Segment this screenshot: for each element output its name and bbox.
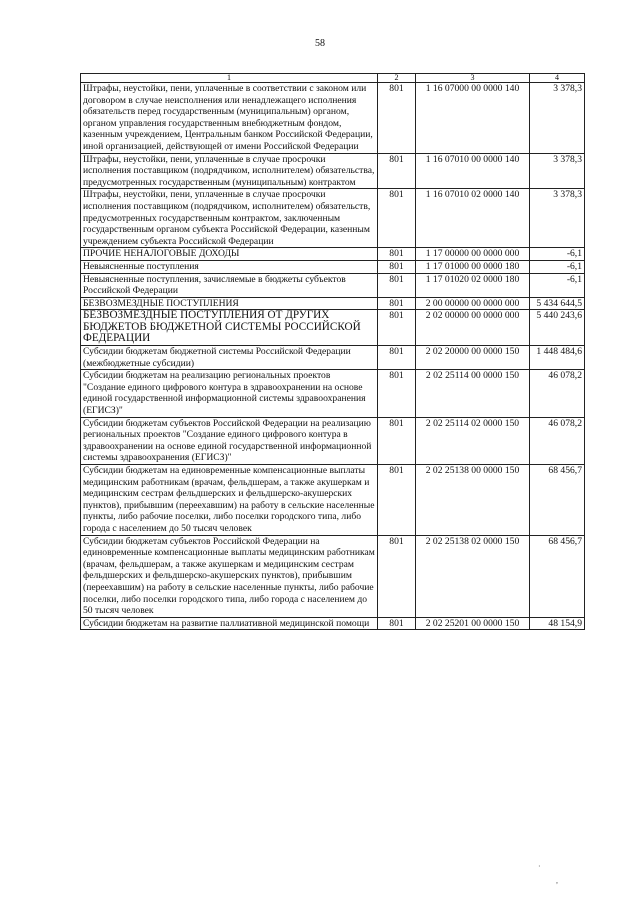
row-name-cell: БЕЗВОЗМЕЗДНЫЕ ПОСТУПЛЕНИЯ ОТ ДРУГИХ БЮДЖЕТОВ БЮДЖЕТНОЙ СИСТЕМЫ РОССИЙСКОЙ ФЕДЕРАЦИИ [81, 310, 378, 346]
table-row [81, 260, 585, 273]
table-row [81, 189, 585, 248]
row-budget-code-cell: 2 02 20000 00 0000 150 [416, 346, 530, 370]
row-budget-code-cell: 1 16 07010 00 0000 140 [416, 153, 530, 189]
row-admin-code-cell: 801 [378, 273, 416, 297]
row-name-cell: Штрафы, неустойки, пени, уплаченные в случае просрочки исполнения поставщиком (подрядчиком, исполнителем) обязательства, предусмотренных государственным (муниципальным) контрактом [81, 153, 378, 189]
row-budget-code-cell: 2 02 25114 02 0000 150 [416, 417, 530, 464]
row-budget-code-cell: 2 02 00000 00 0000 000 [416, 310, 530, 346]
row-name-cell: Штрафы, неустойки, пени, уплаченные в соответствии с законом или договором в случае неисполнения или ненадлежащего исполнения обязательств перед государственным (муниципальным) органом, органом управления государственным внебюджетным фондом, казенным учреждением, Центральным банком Российской Федерации, иной организацией, действующей от имени Российской Федерации [81, 83, 378, 154]
row-budget-code-cell: 2 02 25138 00 0000 150 [416, 465, 530, 536]
table-row [81, 310, 585, 346]
row-amount-cell: 46 078,2 [530, 417, 585, 464]
table-row [81, 465, 585, 536]
row-admin-code-cell: 801 [378, 310, 416, 346]
row-admin-code-cell: 801 [378, 535, 416, 617]
header-col-2: 2 [378, 74, 416, 83]
row-admin-code-cell: 801 [378, 248, 416, 261]
header-col-4: 4 [530, 74, 585, 83]
row-amount-cell: 68 456,7 [530, 465, 585, 536]
header-col-1: 1 [81, 74, 378, 83]
row-budget-code-cell: 2 02 25114 00 0000 150 [416, 370, 530, 417]
row-admin-code-cell: 801 [378, 83, 416, 154]
row-amount-cell: 46 078,2 [530, 370, 585, 417]
row-name-cell: Субсидии бюджетам на развитие паллиативной медицинской помощи [81, 617, 378, 630]
table-row [81, 370, 585, 417]
table-row [81, 297, 585, 310]
table-row [81, 617, 585, 630]
row-budget-code-cell: 1 17 00000 00 0000 000 [416, 248, 530, 261]
row-admin-code-cell: 801 [378, 617, 416, 630]
row-amount-cell: 5 440 243,6 [530, 310, 585, 346]
header-col-3: 3 [416, 74, 530, 83]
row-budget-code-cell: 1 16 07010 02 0000 140 [416, 189, 530, 248]
table-row [81, 248, 585, 261]
row-admin-code-cell: 801 [378, 297, 416, 310]
row-budget-code-cell: 1 17 01020 02 0000 180 [416, 273, 530, 297]
row-amount-cell: 3 378,3 [530, 83, 585, 154]
row-name-cell: Субсидии бюджетам субъектов Российской Федерации на реализацию региональных проектов "Создание единого цифрового контура в здравоохранении на основе единой государственной информационной системы здравоохранения (ЕГИСЗ)" [81, 417, 378, 464]
row-amount-cell: 3 378,3 [530, 153, 585, 189]
row-name-cell: Штрафы, неустойки, пени, уплаченные в случае просрочки исполнения поставщиком (подрядчиком, исполнителем) обязательств, предусмотренных государственным контрактом, заключенным государственным органом субъекта Российской Федерации, казенным учреждением субъекта Российской Федерации [81, 189, 378, 248]
row-admin-code-cell: 801 [378, 370, 416, 417]
row-name-cell: Субсидии бюджетам субъектов Российской Федерации на единовременные компенсационные выплаты медицинским работникам (врачам, фельдшерам, а также акушеркам и медицинским сестрам фельдшерских и фельдшерско-акушерских пунктов), прибывшим (переехавшим) на работу в сельские населенные пункты, либо рабочие поселки, либо поселки городского типа, либо города с населением до 50 тысяч человек [81, 535, 378, 617]
table-row [81, 417, 585, 464]
row-name-cell: Невыясненные поступления [81, 260, 378, 273]
table-row [81, 153, 585, 189]
row-budget-code-cell: 1 16 07000 00 0000 140 [416, 83, 530, 154]
row-admin-code-cell: 801 [378, 189, 416, 248]
row-admin-code-cell: 801 [378, 417, 416, 464]
row-name-cell: Субсидии бюджетам на реализацию региональных проектов "Создание единого цифрового контура в здравоохранении на основе единой государственной информационной системы здравоохранения (ЕГИСЗ)" [81, 370, 378, 417]
row-amount-cell: 68 456,7 [530, 535, 585, 617]
scan-mark: , [556, 876, 558, 885]
page-number: 58 [315, 38, 325, 49]
row-name-cell: ПРОЧИЕ НЕНАЛОГОВЫЕ ДОХОДЫ [81, 248, 378, 261]
row-amount-cell: 48 154,9 [530, 617, 585, 630]
table-row [81, 273, 585, 297]
row-amount-cell: 3 378,3 [530, 189, 585, 248]
row-amount-cell: 5 434 644,5 [530, 297, 585, 310]
row-admin-code-cell: 801 [378, 260, 416, 273]
row-amount-cell: 1 448 484,6 [530, 346, 585, 370]
row-budget-code-cell: 2 02 25138 02 0000 150 [416, 535, 530, 617]
table-row [81, 535, 585, 617]
row-name-cell: БЕЗВОЗМЕЗДНЫЕ ПОСТУПЛЕНИЯ [81, 297, 378, 310]
table-header-row [81, 74, 585, 83]
row-budget-code-cell: 2 00 00000 00 0000 000 [416, 297, 530, 310]
row-name-cell: Субсидии бюджетам на единовременные компенсационные выплаты медицинским работникам (врачам, фельдшерам, а также акушеркам и медицинским сестрам фельдшерских и фельдшерско-акушерских пунктов), прибывшим (переехавшим) на работу в сельские населенные пункты, либо рабочие поселки, либо поселки городского типа, либо города с населением до 50 тысяч человек [81, 465, 378, 536]
row-admin-code-cell: 801 [378, 153, 416, 189]
row-budget-code-cell: 1 17 01000 00 0000 180 [416, 260, 530, 273]
row-name-cell: Невыясненные поступления, зачисляемые в бюджеты субъектов Российской Федерации [81, 273, 378, 297]
row-amount-cell: -6,1 [530, 273, 585, 297]
row-admin-code-cell: 801 [378, 346, 416, 370]
table-row [81, 346, 585, 370]
scan-mark: · [538, 862, 541, 871]
row-amount-cell: -6,1 [530, 260, 585, 273]
table-row [81, 83, 585, 154]
budget-revenue-table [80, 73, 585, 630]
row-admin-code-cell: 801 [378, 465, 416, 536]
row-name-cell: Субсидии бюджетам бюджетной системы Российской Федерации (межбюджетные субсидии) [81, 346, 378, 370]
row-budget-code-cell: 2 02 25201 00 0000 150 [416, 617, 530, 630]
row-amount-cell: -6,1 [530, 248, 585, 261]
